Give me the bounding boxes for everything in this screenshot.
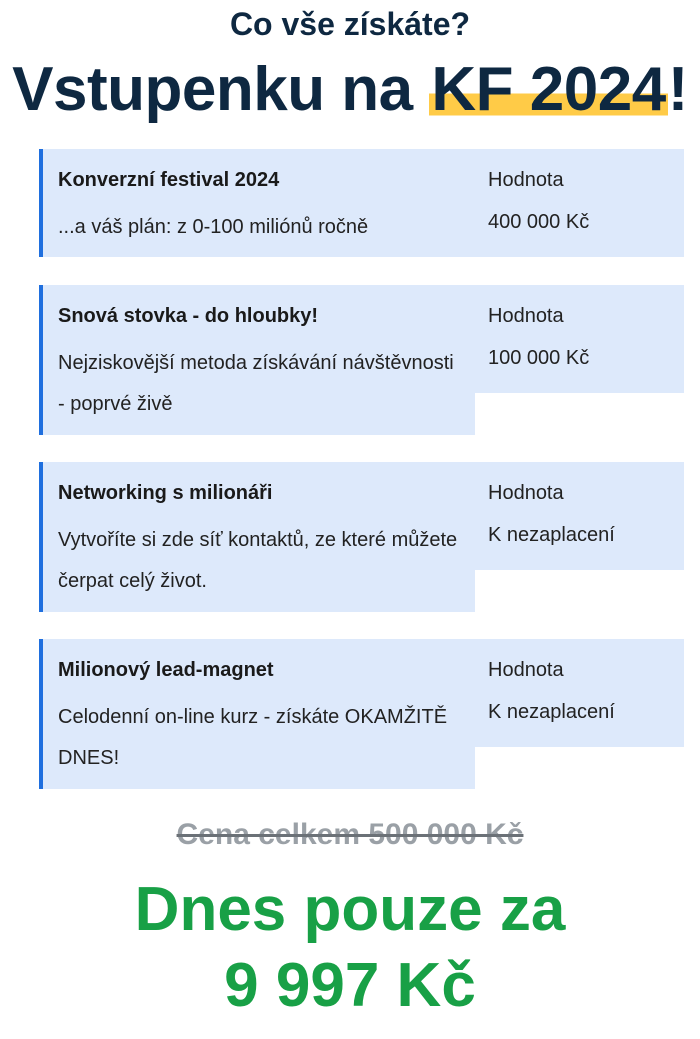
card-title: Networking s milionáři [58, 482, 273, 504]
card-description: Celodenní on-line kurz - získáte OKAMŽITĚ DNES! [58, 706, 448, 769]
card-title: Konverzní festival 2024 [58, 169, 280, 191]
card-value: 100 000 Kč [488, 347, 590, 369]
today-price [0, 872, 700, 1024]
headline-highlight: KF 2024 [431, 55, 666, 124]
headline-prefix: Vstupenku na [12, 55, 430, 124]
page-headline [0, 50, 700, 130]
card-description: ...a váš plán: z 0-100 miliónů ročně [58, 216, 369, 238]
card-value-label: Hodnota [488, 169, 564, 191]
benefit-card-snova-stovka [39, 285, 684, 435]
card-title: Milionový lead-magnet [58, 659, 274, 681]
benefit-card-lead-magnet [39, 639, 684, 789]
benefit-card-festival [39, 149, 684, 257]
headline-suffix: ! [667, 55, 688, 124]
card-value: K nezaplacení [488, 524, 615, 546]
section-subtitle: Co vše získáte? [229, 6, 471, 42]
benefit-card-networking [39, 462, 684, 612]
card-value-label: Hodnota [488, 305, 564, 327]
card-value: K nezaplacení [488, 701, 615, 723]
today-price-label: Dnes pouze za [134, 875, 566, 944]
card-value-label: Hodnota [488, 659, 564, 681]
total-price-crossed: Cena celkem 500 000 Kč [176, 818, 524, 851]
today-price-amount: 9 997 Kč [224, 951, 476, 1020]
card-description: Vytvoříte si zde síť kontaktů, ze které můžete čerpat celý život. [58, 529, 458, 592]
card-value-label: Hodnota [488, 482, 564, 504]
card-value: 400 000 Kč [488, 211, 590, 233]
card-title: Snová stovka - do hloubky! [58, 305, 319, 327]
card-description: Nejziskovější metoda získávání návštěvnosti - poprvé živě [58, 352, 454, 415]
